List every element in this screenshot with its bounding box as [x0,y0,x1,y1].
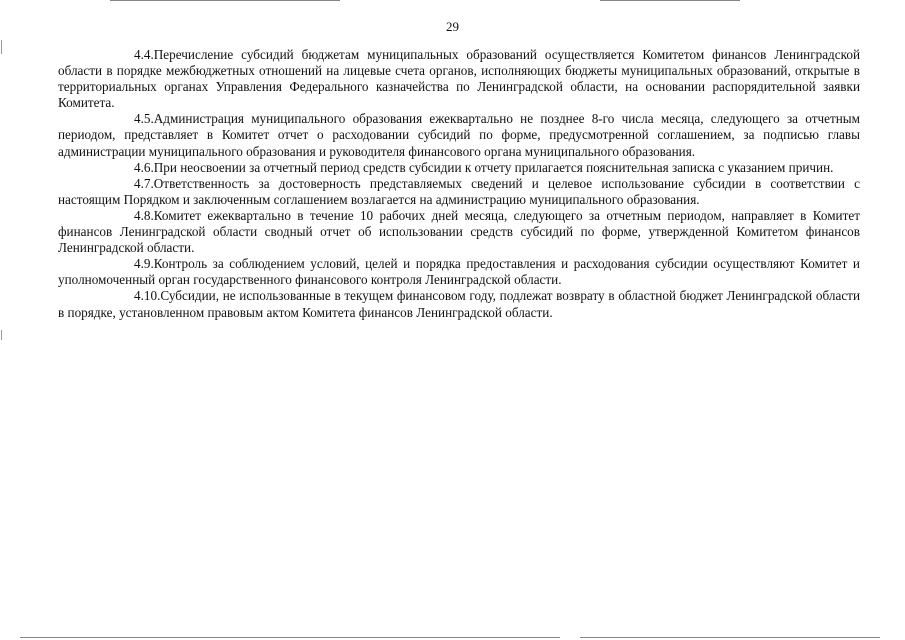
paragraph-text: Перечисление субсидий бюджетам муниципальных образований осуществляется Комитетом финансов Ленинградской области в порядке межбюджетных отношений на лицевые счета органов, исполняющих бюджеты муниципальных образований, открытые в территориальных органах Управления Федерального казначейства по Ленинградской области, на основании распорядительной заявки Комитета. [58,47,860,111]
scan-edge-top-line [600,0,740,1]
paragraph-text: Администрация муниципального образования ежеквартально не позднее 8-го числа месяца, следующего за отчетным периодом, представляет в Комитет отчет о расходовании субсидий по форме, предусмотренной соглашением, за подписью главы администрации муниципального образования и руководителя финансового органа муниципального образования. [58,111,860,159]
paragraph-number: 4.6. [134,159,154,175]
scan-edge-bottom-line [20,637,560,638]
scan-edge-bottom-line [580,637,880,638]
paragraph-number: 4.8. [134,207,154,223]
paragraph-text: При неосвоении за отчетный период средств субсидии к отчету прилагается пояснительная записка с указанием причин. [153,159,834,175]
paragraph-text: Комитет ежеквартально в течение 10 рабочих дней месяца, следующего за отчетным периодом, направляет в Комитет финансов Ленинградской области сводный отчет об использовании средств субсидий по форме, утвержденной Комитетом финансов Ленинградской области. [58,207,860,256]
scan-edge-top-line [110,0,340,1]
paragraph-number: 4.5. [134,111,154,127]
paragraph-number: 4.10. [134,288,161,304]
scan-edge-left-mark [1,40,2,54]
paragraph-4-6 [58,160,860,176]
document-body [58,47,860,321]
paragraph-4-5 [58,111,860,159]
paragraph-number: 4.7. [134,175,154,191]
paragraph-4-9 [58,256,860,288]
page-number: 29 [446,19,459,34]
paragraph-4-7 [58,176,860,208]
paragraph-4-10 [58,288,860,320]
scan-edge-left-mark [1,330,2,340]
paragraph-text: Ответственность за достоверность представляемых сведений и целевое использование субсидии в соответствии с настоящим Порядком и заключенным соглашением возлагается на администрацию муниципального образования. [58,175,860,207]
paragraph-4-4 [58,47,860,111]
paragraph-number: 4.9. [134,256,154,272]
paragraph-text: Субсидии, не использованные в текущем финансовом году, подлежат возврату в областной бюджет Ленинградской области в порядке, установленном правовым актом Комитета финансов Ленинградской области. [58,288,860,320]
paragraph-number: 4.4. [134,47,154,62]
paragraph-4-8 [58,208,860,256]
paragraph-text: Контроль за соблюдением условий, целей и порядка предоставления и расходования субсидии осуществляют Комитет и уполномоченный орган государственного финансового контроля Ленинградской области. [58,256,860,288]
